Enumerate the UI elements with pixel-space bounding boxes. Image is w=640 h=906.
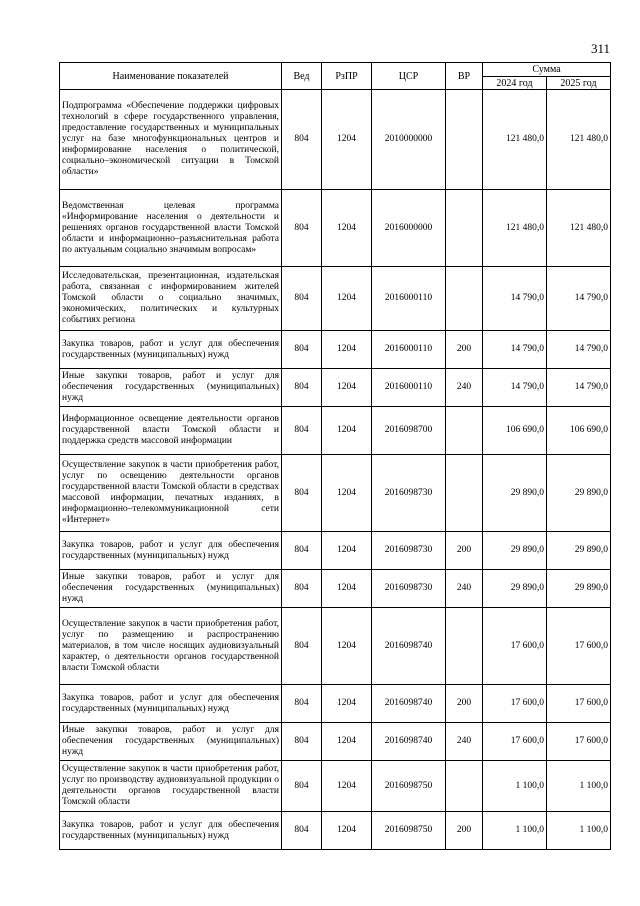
table-row: [60, 267, 611, 331]
table-row: [60, 190, 611, 267]
row-rzpr-cell: 1204: [322, 812, 372, 850]
table-row: [60, 761, 611, 812]
row-csr-cell: 2016098700: [372, 407, 446, 455]
row-2025-cell: 121 480,0: [547, 190, 611, 267]
row-ved-cell: 804: [282, 369, 322, 407]
header-name: Наименование показателей: [60, 63, 282, 90]
row-name-cell: Иные закупки товаров, работ и услуг для обеспечения государственных (муниципальных) нужд: [60, 570, 282, 608]
row-csr-cell: 2016098750: [372, 761, 446, 812]
row-rzpr-cell: 1204: [322, 90, 372, 190]
row-csr-cell: 2016098730: [372, 532, 446, 570]
row-ved-cell: 804: [282, 812, 322, 850]
row-ved-cell: 804: [282, 190, 322, 267]
table-header: [60, 63, 611, 90]
table-row: [60, 570, 611, 608]
row-vr-cell: [446, 608, 483, 685]
row-2025-cell: 17 600,0: [547, 608, 611, 685]
row-csr-cell: 2016098740: [372, 685, 446, 723]
row-2024-cell: 29 890,0: [483, 455, 547, 532]
header-2025: 2025 год: [547, 77, 611, 90]
row-csr-cell: 2016000110: [372, 267, 446, 331]
row-ved-cell: 804: [282, 761, 322, 812]
row-vr-cell: [446, 455, 483, 532]
row-2024-cell: 29 890,0: [483, 570, 547, 608]
row-ved-cell: 804: [282, 407, 322, 455]
row-vr-cell: [446, 190, 483, 267]
table-row: [60, 90, 611, 190]
row-2025-cell: 14 790,0: [547, 331, 611, 369]
header-ved: Вед: [282, 63, 322, 90]
row-name-cell: Осуществление закупок в части приобретения работ, услуг по размещению и распространению материалов, в том числе носящих аудиовизуальный характер, о деятельности органов государственной власти Томской области: [60, 608, 282, 685]
row-2024-cell: 29 890,0: [483, 532, 547, 570]
row-csr-cell: 2016000110: [372, 369, 446, 407]
row-vr-cell: 240: [446, 723, 483, 761]
row-name-cell: Иные закупки товаров, работ и услуг для обеспечения государственных (муниципальных) нужд: [60, 369, 282, 407]
row-name-cell: Закупка товаров, работ и услуг для обеспечения государственных (муниципальных) нужд: [60, 331, 282, 369]
row-csr-cell: 2016098730: [372, 570, 446, 608]
row-2025-cell: 1 100,0: [547, 812, 611, 850]
row-name-cell: Исследовательская, презентационная, издательская работа, связанная с информированием жителей Томской области о социально значимых, экономических, политических и культурных событиях региона: [60, 267, 282, 331]
row-rzpr-cell: 1204: [322, 267, 372, 331]
row-2024-cell: 17 600,0: [483, 723, 547, 761]
row-ved-cell: 804: [282, 267, 322, 331]
row-2025-cell: 121 480,0: [547, 90, 611, 190]
row-rzpr-cell: 1204: [322, 761, 372, 812]
row-2024-cell: 14 790,0: [483, 369, 547, 407]
row-2024-cell: 121 480,0: [483, 190, 547, 267]
row-vr-cell: [446, 761, 483, 812]
row-2024-cell: 17 600,0: [483, 685, 547, 723]
page-number: 311: [590, 41, 610, 56]
row-name-cell: Иные закупки товаров, работ и услуг для обеспечения государственных (муниципальных) нужд: [60, 723, 282, 761]
row-csr-cell: 2016000000: [372, 190, 446, 267]
table-body: [60, 90, 611, 850]
table-row: [60, 723, 611, 761]
row-2025-cell: 14 790,0: [547, 369, 611, 407]
row-csr-cell: 2016098750: [372, 812, 446, 850]
row-2024-cell: 14 790,0: [483, 267, 547, 331]
row-2024-cell: 17 600,0: [483, 608, 547, 685]
row-2025-cell: 17 600,0: [547, 685, 611, 723]
row-2025-cell: 29 890,0: [547, 570, 611, 608]
row-rzpr-cell: 1204: [322, 407, 372, 455]
row-rzpr-cell: 1204: [322, 369, 372, 407]
row-rzpr-cell: 1204: [322, 532, 372, 570]
row-vr-cell: 200: [446, 812, 483, 850]
header-2024: 2024 год: [483, 77, 547, 90]
row-name-cell: Закупка товаров, работ и услуг для обеспечения государственных (муниципальных) нужд: [60, 812, 282, 850]
row-ved-cell: 804: [282, 723, 322, 761]
row-2025-cell: 106 690,0: [547, 407, 611, 455]
table-row: [60, 812, 611, 850]
budget-table: [59, 62, 611, 850]
row-ved-cell: 804: [282, 685, 322, 723]
row-csr-cell: 2016000110: [372, 331, 446, 369]
row-rzpr-cell: 1204: [322, 685, 372, 723]
row-rzpr-cell: 1204: [322, 455, 372, 532]
row-name-cell: Подпрограмма «Обеспечение поддержки цифровых технологий в сфере государственного управления, предоставление государственных и муниципальных услуг на базе многофункциональных центров и информирование населения о политической, социально–экономической ситуации в Томской области»: [60, 90, 282, 190]
row-2025-cell: 17 600,0: [547, 723, 611, 761]
row-rzpr-cell: 1204: [322, 570, 372, 608]
row-vr-cell: [446, 90, 483, 190]
row-2025-cell: 14 790,0: [547, 267, 611, 331]
row-2024-cell: 1 100,0: [483, 812, 547, 850]
row-name-cell: Закупка товаров, работ и услуг для обеспечения государственных (муниципальных) нужд: [60, 532, 282, 570]
row-name-cell: Осуществление закупок в части приобретения работ, услуг по освещению деятельности органов государственной власти Томской области в средствах массовой информации, печатных изданиях, в информационно–телекоммуникационной сети «Интернет»: [60, 455, 282, 532]
header-vr: ВР: [446, 63, 483, 90]
header-rzpr: РзПР: [322, 63, 372, 90]
row-2024-cell: 106 690,0: [483, 407, 547, 455]
row-rzpr-cell: 1204: [322, 190, 372, 267]
row-ved-cell: 804: [282, 570, 322, 608]
row-name-cell: Закупка товаров, работ и услуг для обеспечения государственных (муниципальных) нужд: [60, 685, 282, 723]
row-2025-cell: 29 890,0: [547, 532, 611, 570]
row-ved-cell: 804: [282, 532, 322, 570]
row-vr-cell: 240: [446, 369, 483, 407]
row-ved-cell: 804: [282, 455, 322, 532]
table-row: [60, 532, 611, 570]
table-row: [60, 331, 611, 369]
row-vr-cell: [446, 267, 483, 331]
table-row: [60, 685, 611, 723]
header-csr: ЦСР: [372, 63, 446, 90]
row-ved-cell: 804: [282, 608, 322, 685]
row-csr-cell: 2016098730: [372, 455, 446, 532]
table-row: [60, 369, 611, 407]
row-name-cell: Информационное освещение деятельности органов государственной власти Томской области и поддержка средств массовой информации: [60, 407, 282, 455]
row-vr-cell: 200: [446, 331, 483, 369]
row-2024-cell: 1 100,0: [483, 761, 547, 812]
header-sum: Сумма: [483, 63, 611, 77]
row-csr-cell: 2016098740: [372, 608, 446, 685]
row-name-cell: Ведомственная целевая программа «Информирование населения о деятельности и решениях органов государственной власти Томской области и информационно–разъяснительная работа по актуальным социально значимым вопросам»: [60, 190, 282, 267]
row-vr-cell: 200: [446, 532, 483, 570]
row-ved-cell: 804: [282, 90, 322, 190]
row-2024-cell: 14 790,0: [483, 331, 547, 369]
table-row: [60, 608, 611, 685]
row-vr-cell: 240: [446, 570, 483, 608]
row-csr-cell: 2016098740: [372, 723, 446, 761]
row-2025-cell: 29 890,0: [547, 455, 611, 532]
row-name-cell: Осуществление закупок в части приобретения работ, услуг по производству аудиовизуальной продукции о деятельности органов государственной власти Томской области: [60, 761, 282, 812]
row-2024-cell: 121 480,0: [483, 90, 547, 190]
row-csr-cell: 2010000000: [372, 90, 446, 190]
row-rzpr-cell: 1204: [322, 608, 372, 685]
row-ved-cell: 804: [282, 331, 322, 369]
table-row: [60, 407, 611, 455]
row-2025-cell: 1 100,0: [547, 761, 611, 812]
row-rzpr-cell: 1204: [322, 723, 372, 761]
row-vr-cell: [446, 407, 483, 455]
row-rzpr-cell: 1204: [322, 331, 372, 369]
table-row: [60, 455, 611, 532]
row-vr-cell: 200: [446, 685, 483, 723]
